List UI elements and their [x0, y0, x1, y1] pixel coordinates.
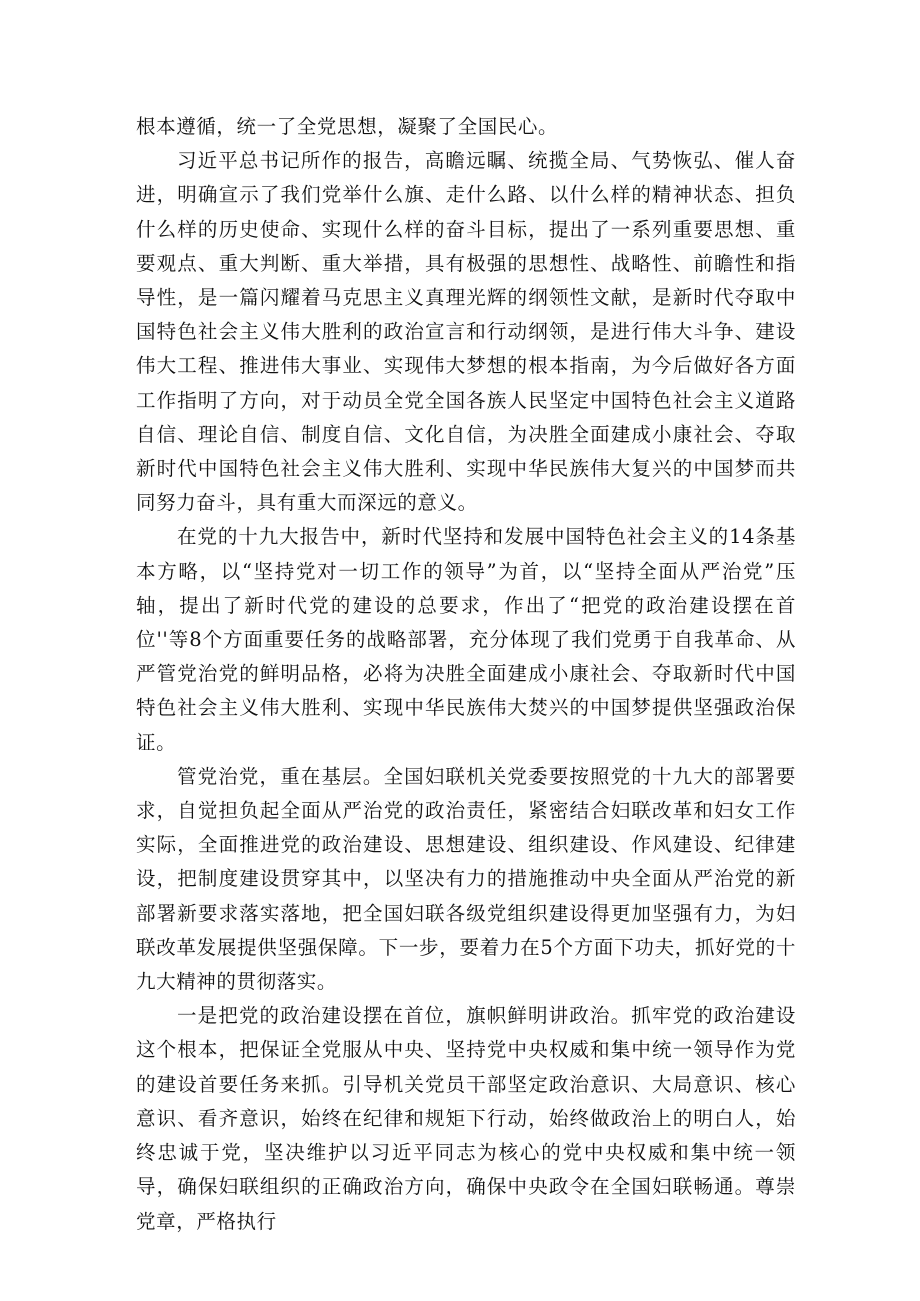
paragraph-report-significance: 习近平总书记所作的报告，高瞻远瞩、统揽全局、气势恢弘、催人奋进，明确宣示了我们党举什么旗、走什么路、以什么样的精神状态、担负什么样的历史使命、实现什么样的奋斗目标，提出了一系列重要思想、重要观点、重大判断、重大举措，具有极强的思想性、战略性、前瞻性和指导性，是一篇闪耀着马克思主义真理光辉的纲领性文献，是新时代夺取中国特色社会主义伟大胜利的政治宣言和行动纲领，是进行伟大斗争、建设伟大工程、推进伟大事业、实现伟大梦想的根本指南，为今后做好各方面工作指明了方向，对于动员全党全国各族人民坚定中国特色社会主义道路自信、理论自信、制度自信、文化自信，为决胜全面建成小康社会、夺取新时代中国特色社会主义伟大胜利、实现中华民族伟大复兴的中国梦而共同努力奋斗，具有重大而深远的意义。 — [136, 149, 796, 515]
document-page — [136, 110, 796, 1239]
paragraph-continuation: 根本遵循，统一了全党思想，凝聚了全国民心。 — [136, 115, 559, 138]
paragraph-grassroots: 管党治党，重在基层。全国妇联机关党委要按照党的十九大的部署要求，自觉担负起全面从严治党的政治责任，紧密结合妇联改革和妇女工作实际，全面推进党的政治建设、思想建设、组织建设、作风建设、纪律建设，把制度建设贯穿其中，以坚决有力的措施推动中央全面从严治党的新部署新要求落实落地，把全国妇联各级党组织建设得更加坚强有力，为妇联改革发展提供坚强保障。下一步，要着力在5个方面下功夫，抓好党的十九大精神的贯彻落实。 — [136, 764, 796, 994]
paragraph-political-construction: 一是把党的政治建设摆在首位，旗帜鲜明讲政治。抓牢党的政治建设这个根本，把保证全党服从中央、坚持党中央权威和集中统一领导作为党的建设首要任务来抓。引导机关党员干部坚定政治意识、大局意识、核心意识、看齐意识，始终在纪律和规矩下行动，始终做政治上的明白人，始终忠诚于党，坚决维护以习近平同志为核心的党中央权威和集中统一领导，确保妇联组织的正确政治方向，确保中央政令在全国妇联畅通。尊崇党章，严格执行 — [136, 1004, 796, 1233]
paragraph-basic-strategy: 在党的十九大报告中，新时代坚持和发展中国特色社会主义的14条基本方略，以“坚持党对一切工作的领导”为首，以“坚持全面从严治党”压轴，提出了新时代党的建设的总要求，作出了“把党的政治建设摆在首位''等8个方面重要任务的战略部署，充分体现了我们党勇于自我革命、从严管党治党的鲜明品格，必将为决胜全面建成小康社会、夺取新时代中国特色社会主义伟大胜利、实现中华民族伟大焚兴的中国梦提供坚强政治保证。 — [136, 525, 796, 754]
